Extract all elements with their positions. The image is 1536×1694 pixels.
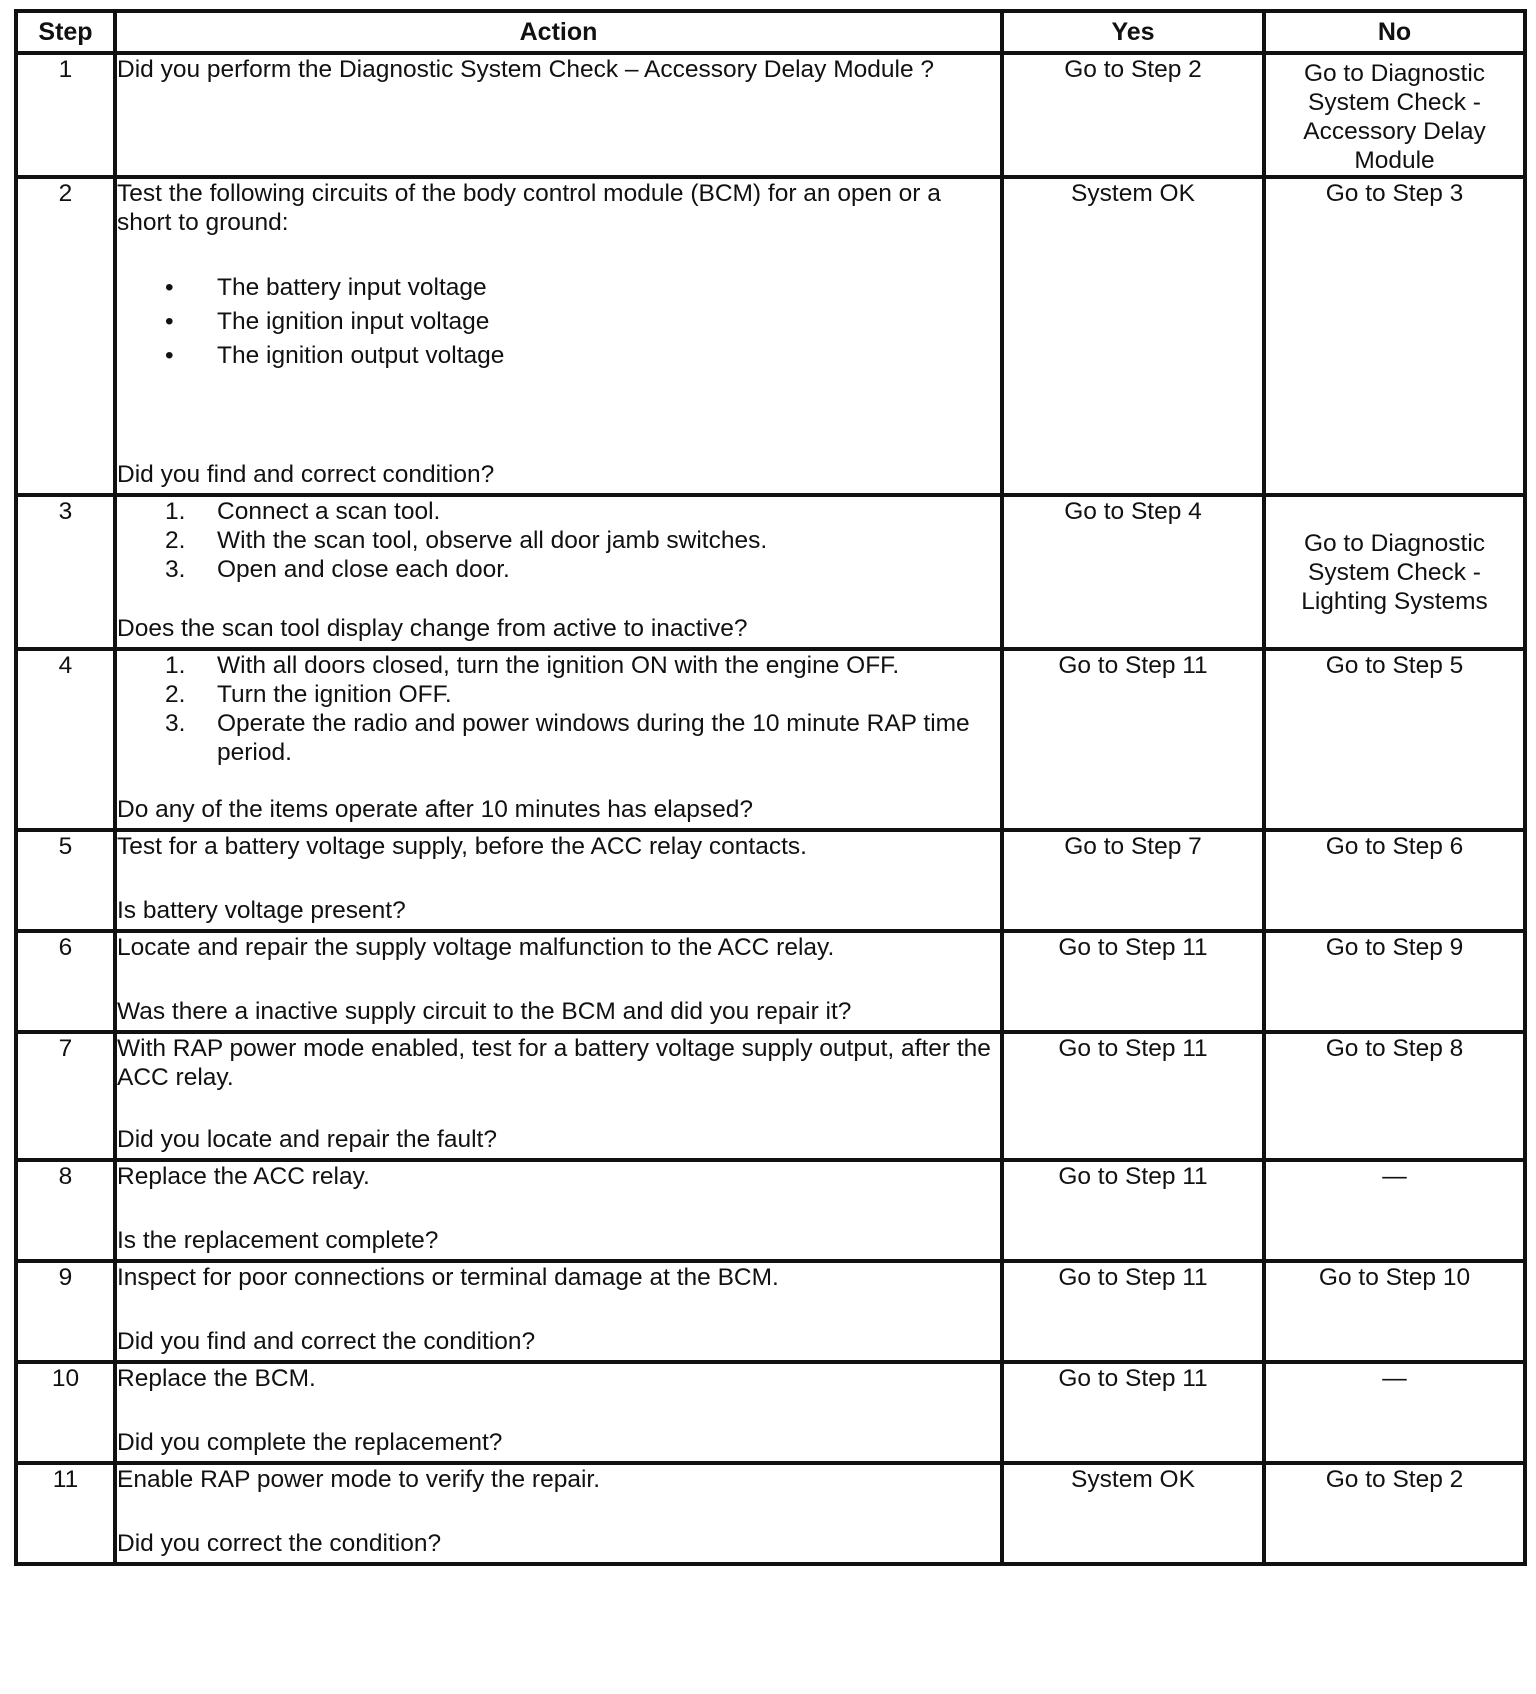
yes-cell: System OK (1002, 177, 1264, 495)
action-text: Inspect for poor connections or terminal damage at the BCM. (117, 1264, 779, 1291)
table-row (16, 495, 1525, 649)
header-no: No (1264, 11, 1525, 53)
list-number: 1. (165, 652, 186, 679)
yes-cell: Go to Step 4 (1002, 495, 1264, 649)
action-text: Test for a battery voltage supply, before the ACC relay contacts. (117, 833, 807, 860)
no-cell: Go to Step 10 (1264, 1261, 1525, 1362)
action-text: Test the following circuits of the body control module (BCM) for an open or a short to ground: (117, 180, 941, 236)
list-item: • The battery input voltage (117, 271, 1000, 305)
action-cell (115, 1463, 1002, 1564)
no-cell: Go to Step 9 (1264, 931, 1525, 1032)
step-number: 11 (16, 1463, 115, 1564)
step-number: 1 (16, 53, 115, 177)
list-text: Connect a scan tool. (217, 498, 441, 525)
step-number: 4 (16, 649, 115, 830)
action-text: Did you perform the Diagnostic System Check – Accessory Delay Module ? (117, 56, 935, 83)
question-text: Is battery voltage present? (117, 897, 406, 924)
action-cell (115, 1261, 1002, 1362)
yes-cell: Go to Step 2 (1002, 53, 1264, 177)
action-text: Replace the BCM. (117, 1365, 316, 1392)
table-row (16, 1261, 1525, 1362)
bullet-list (117, 271, 1000, 373)
yes-cell: Go to Step 7 (1002, 830, 1264, 931)
yes-cell: Go to Step 11 (1002, 1032, 1264, 1160)
no-cell: Go to Step 5 (1264, 649, 1525, 830)
header-step: Step (16, 11, 115, 53)
numbered-list (117, 651, 1000, 767)
question-text: Did you find and correct the condition? (117, 1328, 536, 1355)
step-number: 3 (16, 495, 115, 649)
table-row (16, 830, 1525, 931)
question-text: Is the replacement complete? (117, 1227, 439, 1254)
yes-cell: Go to Step 11 (1002, 931, 1264, 1032)
table-row (16, 931, 1525, 1032)
action-cell (115, 1160, 1002, 1261)
question-text: Did you find and correct condition? (117, 461, 495, 488)
action-text: Enable RAP power mode to verify the repair. (117, 1466, 601, 1493)
yes-cell: System OK (1002, 1463, 1264, 1564)
list-text: Operate the radio and power windows during the 10 minute RAP time period. (217, 710, 970, 766)
list-item (117, 680, 1000, 709)
header-yes: Yes (1002, 11, 1264, 53)
action-text: Locate and repair the supply voltage malfunction to the ACC relay. (117, 934, 835, 961)
action-cell (115, 1032, 1002, 1160)
list-item (117, 497, 1000, 526)
list-text: Turn the ignition OFF. (217, 681, 452, 708)
step-number: 10 (16, 1362, 115, 1463)
table-row (16, 1362, 1525, 1463)
table-row (16, 1463, 1525, 1564)
action-cell (115, 649, 1002, 830)
list-number: 3. (165, 556, 186, 583)
action-cell (115, 177, 1002, 495)
no-cell: Go to Diagnostic System Check - Accessory Delay Module (1264, 53, 1525, 177)
numbered-list (117, 497, 1000, 584)
no-cell: Go to Step 3 (1264, 177, 1525, 495)
table-row (16, 53, 1525, 177)
list-number: 2. (165, 527, 186, 554)
yes-cell: Go to Step 11 (1002, 1362, 1264, 1463)
list-number: 2. (165, 681, 186, 708)
step-number: 7 (16, 1032, 115, 1160)
header-row (16, 11, 1525, 53)
yes-cell: Go to Step 11 (1002, 649, 1264, 830)
action-cell (115, 1362, 1002, 1463)
header-action: Action (115, 11, 1002, 53)
list-item (117, 709, 1000, 767)
action-text: With RAP power mode enabled, test for a battery voltage supply output, after the ACC relay. (117, 1035, 991, 1091)
list-item: • The ignition input voltage (117, 305, 1000, 339)
no-cell: Go to Step 8 (1264, 1032, 1525, 1160)
list-number: 3. (165, 710, 186, 737)
table-row (16, 1032, 1525, 1160)
action-cell (115, 830, 1002, 931)
question-text: Did you complete the replacement? (117, 1429, 503, 1456)
list-item (117, 526, 1000, 555)
list-number: 1. (165, 498, 186, 525)
step-number: 8 (16, 1160, 115, 1261)
action-text: Replace the ACC relay. (117, 1163, 370, 1190)
yes-cell: Go to Step 11 (1002, 1160, 1264, 1261)
step-number: 6 (16, 931, 115, 1032)
question-text: Was there a inactive supply circuit to the BCM and did you repair it? (117, 998, 852, 1025)
step-number: 2 (16, 177, 115, 495)
yes-cell: Go to Step 11 (1002, 1261, 1264, 1362)
question-text: Did you correct the condition? (117, 1530, 442, 1557)
table-row (16, 649, 1525, 830)
question-text: Do any of the items operate after 10 minutes has elapsed? (117, 796, 754, 823)
list-text: Open and close each door. (217, 556, 510, 583)
step-number: 5 (16, 830, 115, 931)
list-text: With the scan tool, observe all door jamb switches. (217, 527, 768, 554)
table-row (16, 1160, 1525, 1261)
no-cell: — (1264, 1160, 1525, 1261)
action-cell (115, 931, 1002, 1032)
list-item (117, 651, 1000, 680)
table-row (16, 177, 1525, 495)
no-cell: Go to Step 2 (1264, 1463, 1525, 1564)
list-item: • The ignition output voltage (117, 339, 1000, 373)
step-number: 9 (16, 1261, 115, 1362)
list-text: With all doors closed, turn the ignition ON with the engine OFF. (217, 652, 900, 679)
list-item (117, 555, 1000, 584)
diagnostic-table (14, 9, 1527, 1566)
no-cell: Go to Diagnostic System Check - Lighting Systems (1264, 495, 1525, 649)
no-cell: — (1264, 1362, 1525, 1463)
question-text: Did you locate and repair the fault? (117, 1126, 497, 1153)
action-cell (115, 53, 1002, 177)
question-text: Does the scan tool display change from active to inactive? (117, 615, 748, 642)
no-cell: Go to Step 6 (1264, 830, 1525, 931)
action-cell (115, 495, 1002, 649)
